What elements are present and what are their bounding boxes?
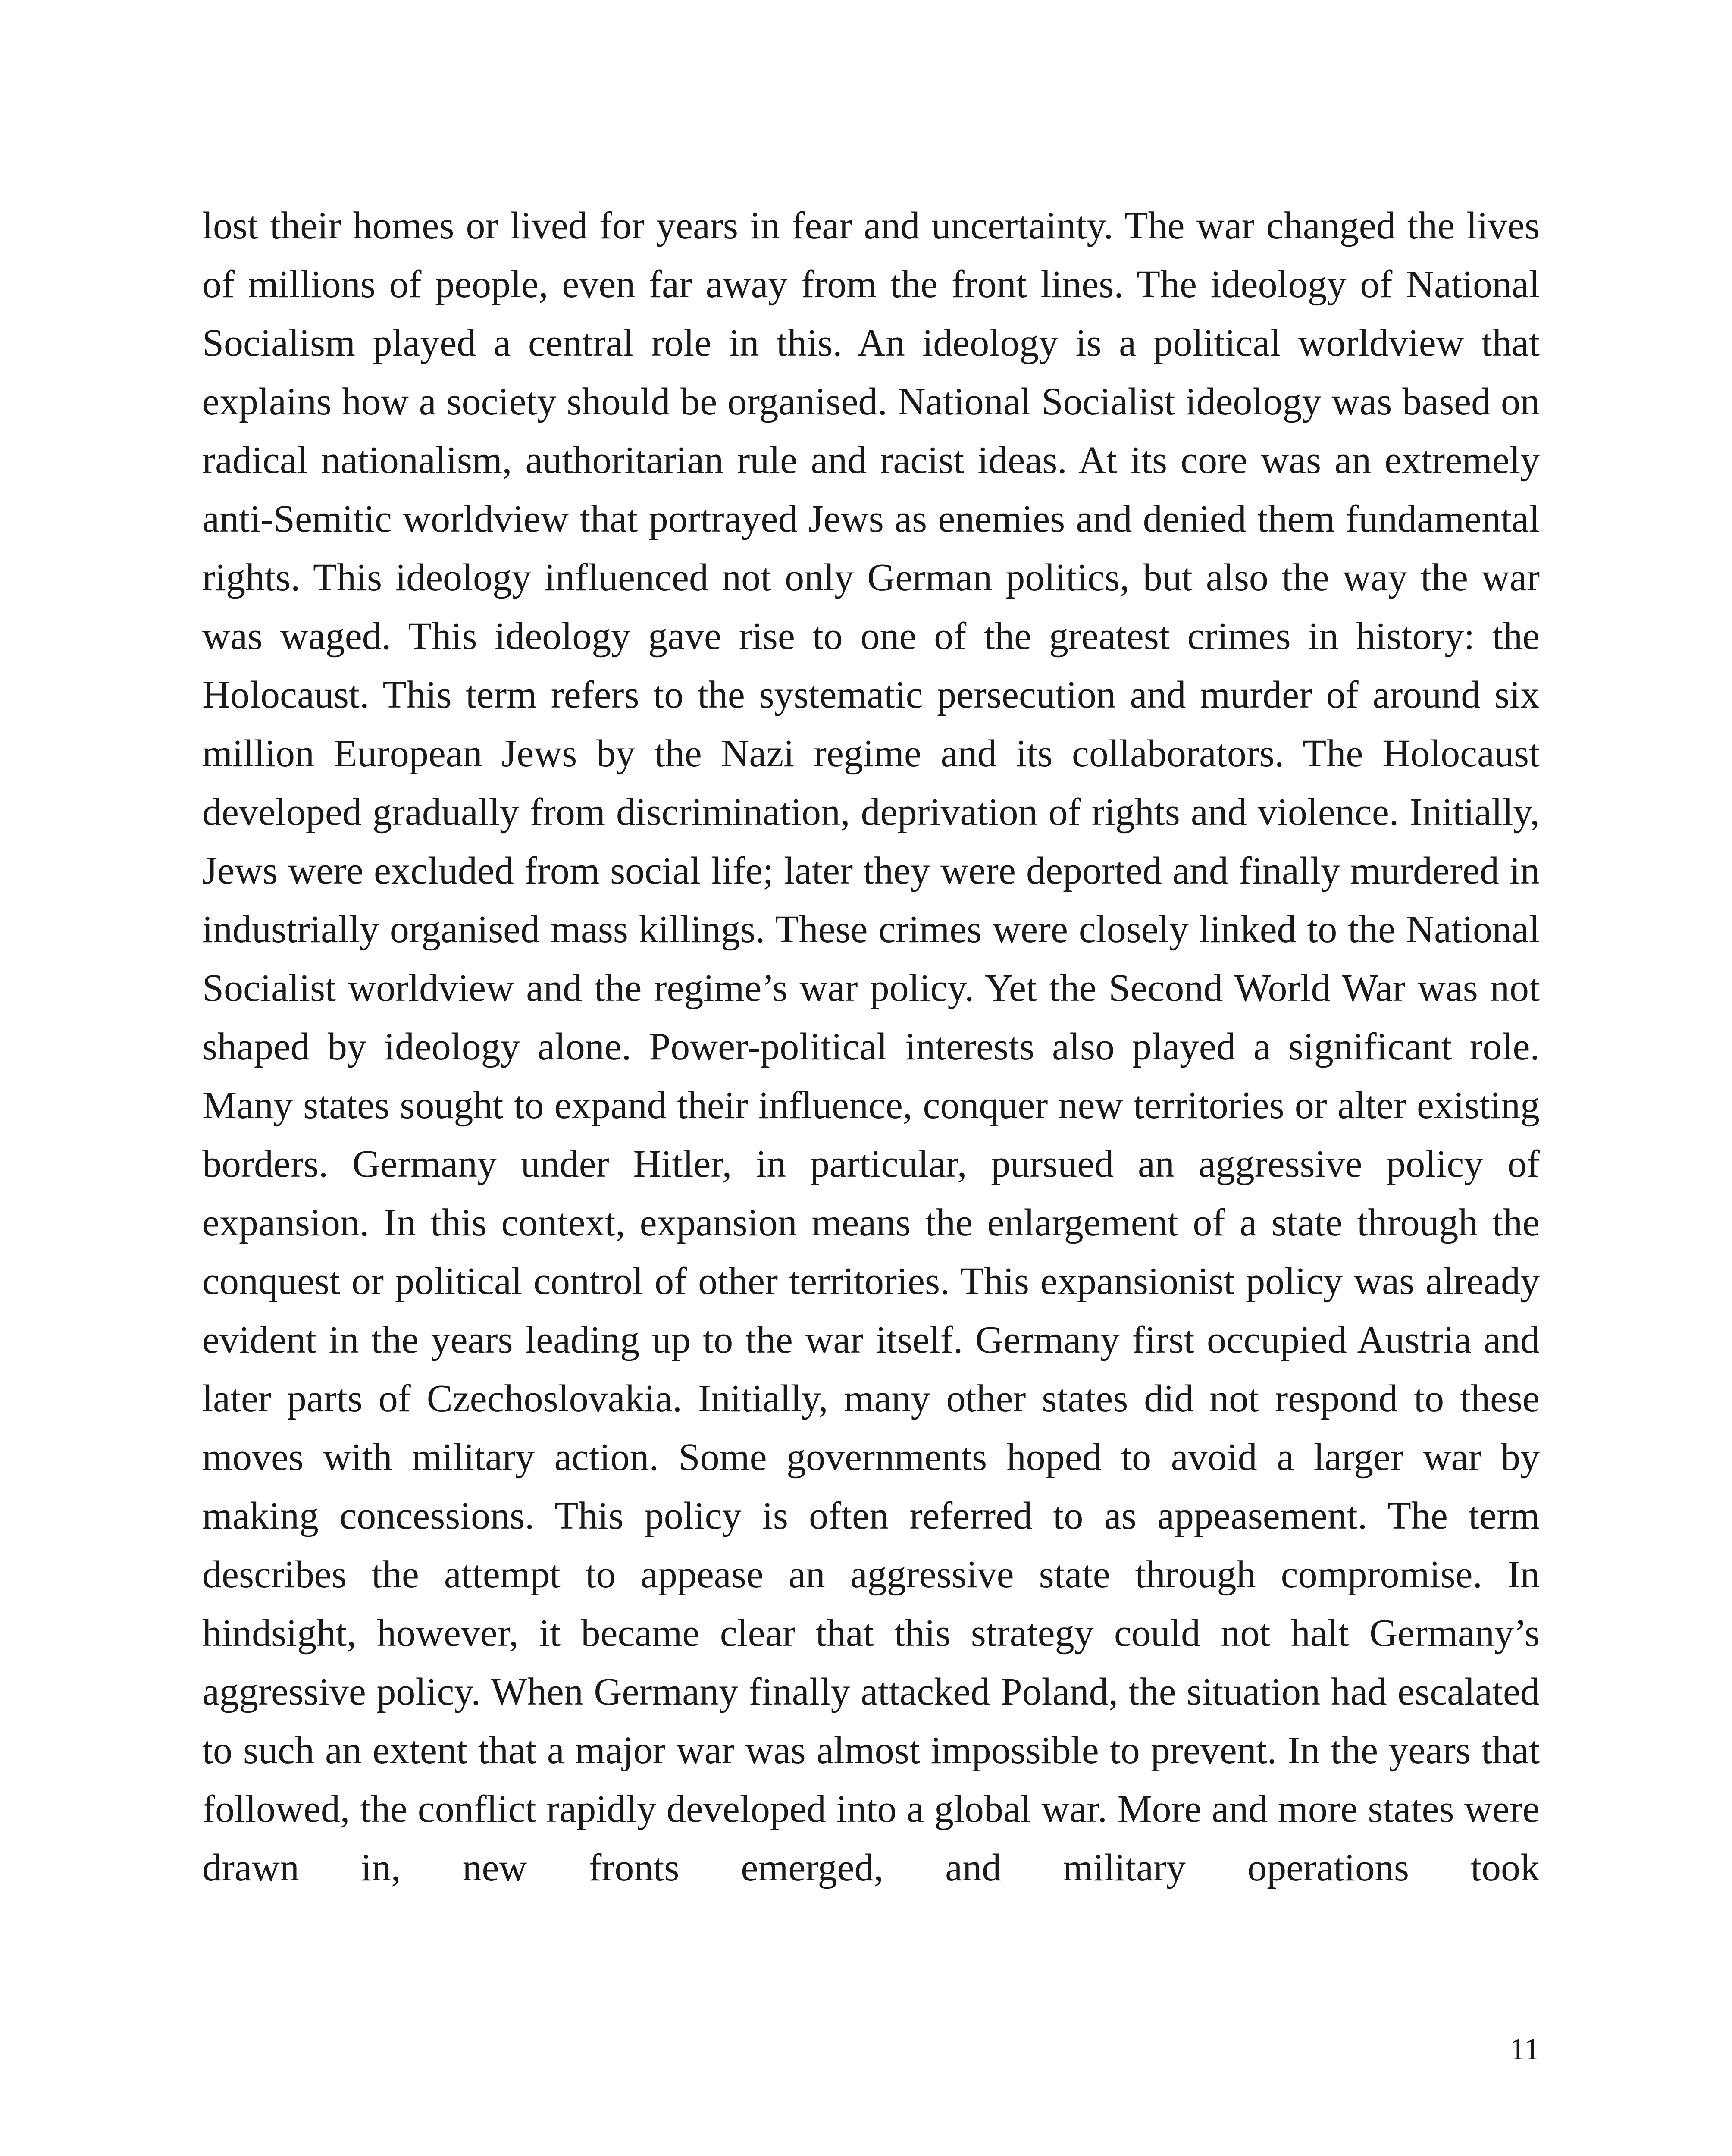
page-number: 11 [1510,2032,1540,2066]
body-paragraph: lost their homes or lived for years in fear and uncertainty. The war changed the lives of millions of people, even far away from the front lines. The ideology of National Socialism played a central role in this. An ideology is a political worldview that explains how a society should be organised. National Socialist ideology was based on radical nationalism, authoritarian rule and racist ideas. At its core was an extremely anti-Semitic worldview that portrayed Jews as enemies and denied them fundamental rights. This ideology influenced not only German politics, but also the way the war was waged. This ideology gave rise to one of the greatest crimes in history: the Holocaust. This term refers to the systematic persecution and murder of around six million European Jews by the Nazi regime and its collaborators. The Holocaust developed gradually from discrimination, deprivation of rights and violence. Initially, Jews were excluded from social life; later they were deported and finally murdered in industrially organised mass killings. These crimes were closely linked to the National Socialist worldview and the regime’s war policy. Yet the Second World War was not shaped by ideology alone. Power-political interests also played a significant role. Many states sought to expand their influence, conquer new territories or alter existing borders. Germany under Hitler, in particular, pursued an aggressive policy of expansion. In this context, expansion means the enlargement of a state through the conquest or political control of other territories. This expansionist policy was already evident in the years leading up to the war itself. Germany first occupied Austria and later parts of Czechoslovakia. Initially, many other states did not respond to these moves with military action. Some governments hoped to avoid a larger war by making concessions. This policy is often referred to as appeasement. The term describes the attempt to appease an aggressive state through compromise. In hindsight, however, it became clear that this strategy could not halt Germany’s aggressive policy. When Germany finally attacked Poland, the situation had escalated to such an extent that a major war was almost impossible to prevent. In the years that followed, the conflict rapidly developed into a global war. More and more states were drawn in, new fronts emerged, and military operations took [202,204,1540,1889]
